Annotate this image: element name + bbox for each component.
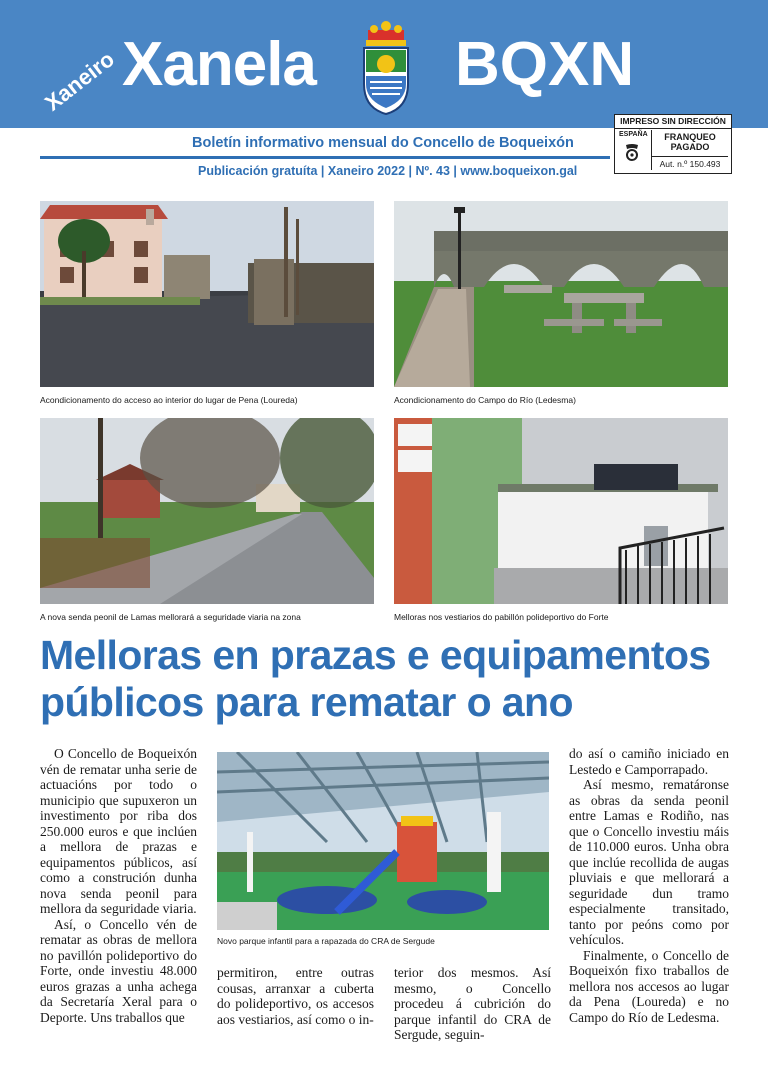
postage-stamp xyxy=(614,114,732,174)
article-paragraph: terior dos mesmos. Así mesmo, o Concello procedeu á cubrición do parque infantil do CRA de Sergude, seguin- xyxy=(394,965,551,1042)
masthead xyxy=(0,0,768,128)
photo-forte-changing-rooms xyxy=(394,418,728,604)
photo-campo-rio xyxy=(394,201,728,387)
article-headline xyxy=(40,632,740,726)
newsletter-title: Xanela xyxy=(122,30,316,99)
coat-of-arms-icon xyxy=(354,20,418,116)
photo-caption: Acondicionamento do Campo do Río (Ledesma) xyxy=(394,395,576,405)
article-paragraph: O Concello de Boqueixón vén de rematar unha serie de actuacións por todo o municipio que supuxeron un investimento por riba dos 250.000 euros e que inclúen a mellora de prazas e equipamentos públicos, así como a construción dunha nova senda peonil para mellora da seguridade viaria. xyxy=(40,746,197,916)
postage-country: ESPAÑA xyxy=(619,131,648,138)
photo-pena-access xyxy=(40,201,374,387)
newsletter-brand: BQXN xyxy=(455,30,635,99)
article-column-1 xyxy=(40,746,197,1025)
header-rule xyxy=(40,156,610,159)
article-paragraph: Así mesmo, rematáronse as obras da senda peonil entre Lamas e Rodiño, nas que o Concello investiu máis de 110.000 euros. Unha obra que inclúe recollida de augas pluviais e que mellorará a seguridade dun tramo especialmente transitado, tanto por peóns como por vehículos. xyxy=(569,777,729,947)
month-tag: Xaneiro xyxy=(40,46,119,116)
article-column-4 xyxy=(569,746,729,1025)
headline-line: públicos para rematar o ano xyxy=(40,679,573,725)
publication-info: Publicación gratuíta | Xaneiro 2022 | Nº. 43 | www.boqueixon.gal xyxy=(198,164,578,178)
postage-line1: FRANQUEO xyxy=(664,132,716,142)
photo-sergude-playground xyxy=(217,752,549,930)
article-paragraph: Así, o Concello vén de rematar as obras de mellora no pavillón polideportivo do Forte, onde investiu 48.000 euros grazas a unha achega da Secretaría Xeral para o Deporte. Uns traballos que xyxy=(40,916,197,1025)
photo-caption: Melloras nos vestiarios do pabillón polideportivo do Forte xyxy=(394,612,609,622)
postage-line2: PAGADO xyxy=(670,142,710,152)
article-paragraph: Finalmente, o Concello de Boqueixón fixo traballos de mellora nos accesos ao lugar da Pena (Loureda) e no Campo do Río de Ledesma. xyxy=(569,947,729,1025)
photo-lamas-path xyxy=(40,418,374,604)
article-paragraph: do así o camiño iniciado en Lestedo e Camporrapado. xyxy=(569,746,729,777)
postage-authorization: Aut. n.º 150.493 xyxy=(652,156,728,169)
photo-caption: Acondicionamento do acceso ao interior do lugar de Pena (Loureda) xyxy=(40,395,298,405)
headline-line: Melloras en prazas e equipamentos xyxy=(40,632,711,678)
article-column-3 xyxy=(394,965,551,1043)
article-column-2 xyxy=(217,965,374,1027)
newsletter-subtitle: Boletín informativo mensual do Concello de Boqueixón xyxy=(192,135,574,151)
postage-box xyxy=(651,130,728,170)
article-paragraph: permitiron, entre outras cousas, arranxar a cuberta do polideportivo, os accesos aos vestiarios, así como o in- xyxy=(217,965,374,1027)
post-horn-icon xyxy=(623,141,641,163)
photo-caption: Novo parque infantil para a rapazada do CRA de Sergude xyxy=(217,936,435,946)
postage-top-label: IMPRESO SIN DIRECCIÓN xyxy=(615,115,731,129)
photo-caption: A nova senda peonil de Lamas mellorará a seguridade viaria na zona xyxy=(40,612,301,622)
